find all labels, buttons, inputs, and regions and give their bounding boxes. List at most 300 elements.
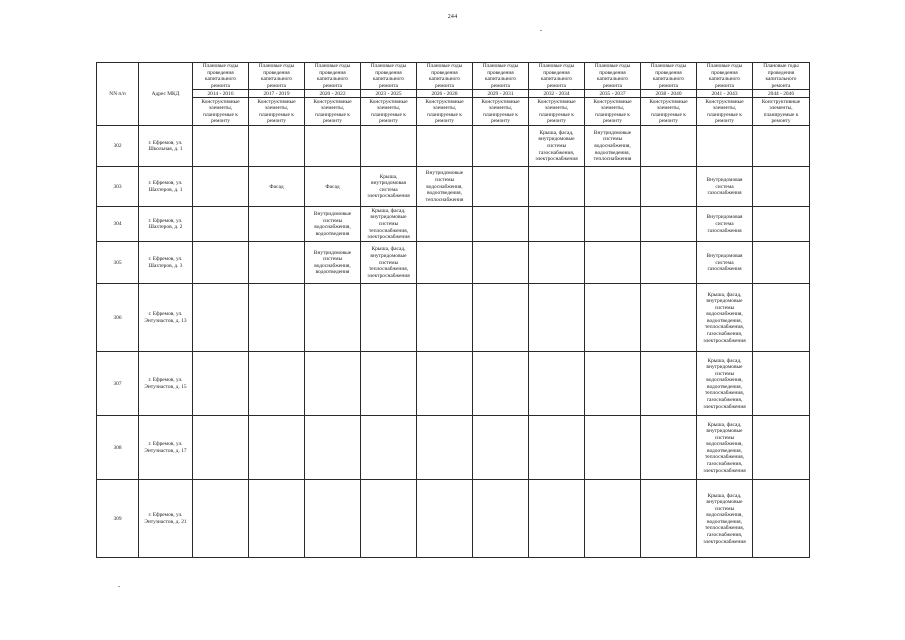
header-period-label (697, 63, 753, 90)
text-line: газоснабжения, (706, 532, 743, 539)
repair-elements-cell (249, 352, 305, 416)
header-period-label (753, 63, 810, 90)
text-line: внутридомовые (706, 298, 743, 305)
header-years: 2035 - 2037 (585, 90, 641, 98)
repair-elements-cell (641, 126, 697, 167)
text-line: Фасад (325, 183, 340, 190)
text-line: Фасад (269, 183, 284, 190)
text-line: планируемые к (371, 111, 406, 118)
text-line: ремонта (771, 82, 791, 89)
repair-elements-cell (697, 167, 753, 207)
row-number: 302 (97, 126, 139, 167)
repair-elements-cell (417, 126, 473, 167)
header-elements-label (361, 98, 417, 126)
header-years: 2032 - 2034 (529, 90, 585, 98)
repair-elements-cell (361, 242, 417, 284)
text-line: ремонта (211, 82, 230, 89)
text-line: система (715, 259, 734, 266)
text-line: планируемые к (259, 111, 294, 118)
repair-elements-cell (473, 352, 529, 416)
text-line: внутридомовые (706, 499, 743, 506)
text-line: Энтузиастов, д. 17 (144, 447, 187, 454)
text-line: система (379, 186, 398, 193)
header-elements-label (585, 98, 641, 126)
repair-elements-cell (249, 284, 305, 352)
text-line: ремонта (659, 82, 678, 89)
text-line: ремонта (491, 82, 510, 89)
text-line: газоснабжения (707, 190, 742, 197)
text-line: системы (322, 256, 343, 263)
text-line: Плановые годы (594, 63, 631, 69)
repair-elements-cell (697, 284, 753, 352)
text-line: капитального (373, 76, 404, 83)
text-line: Шахтеров, д. 1 (148, 186, 183, 193)
repair-elements-cell (585, 242, 641, 284)
header-elements-label (417, 98, 473, 126)
row-number: 309 (97, 480, 139, 558)
row-number: 304 (97, 207, 139, 242)
repair-elements-cell (585, 284, 641, 352)
text-line: капитального (765, 76, 797, 83)
text-line: г. Ефремов, ул. (148, 217, 183, 224)
repair-elements-cell (753, 207, 810, 242)
text-line: Крыша, фасад, (371, 207, 406, 214)
text-line: водоснабжения, (314, 262, 351, 269)
repair-elements-cell (305, 126, 361, 167)
text-line: капитального (485, 76, 516, 83)
text-line: Конструктивные (313, 98, 352, 105)
text-line: ремонта (603, 82, 622, 89)
text-line: Крыша, фасад, (707, 421, 742, 428)
header-elements-label (697, 98, 753, 126)
text-line: Крыша, фасад, (539, 129, 574, 136)
repair-elements-cell (249, 242, 305, 284)
repair-elements-cell (361, 480, 417, 558)
row-number: 305 (97, 242, 139, 284)
text-line: элементы, (712, 105, 737, 112)
text-line: Энтузиастов, д. 21 (144, 518, 187, 525)
header-period-label (361, 63, 417, 90)
text-line: внутридомовые (370, 214, 407, 221)
text-line: теплоснабжения (425, 196, 464, 203)
repair-elements-cell (697, 242, 753, 284)
text-line: Шахтеров, д. 3 (148, 262, 183, 269)
repair-elements-cell (417, 352, 473, 416)
text-line: капитального (541, 76, 572, 83)
text-line: проведения (431, 69, 458, 76)
repair-elements-cell (473, 242, 529, 284)
text-line: водоотведения, (706, 447, 743, 454)
repair-elements-cell (697, 352, 753, 416)
row-number: 303 (97, 167, 139, 207)
repair-elements-cell (641, 352, 697, 416)
text-line: водоотведения, (706, 383, 743, 390)
repair-elements-cell (529, 352, 585, 416)
header-elements-label (641, 98, 697, 126)
text-line: капитального (597, 76, 628, 83)
text-line: теплоснабжения, (368, 266, 409, 273)
text-line: электроснабжения (703, 467, 746, 474)
row-address (139, 242, 193, 284)
row-address (139, 126, 193, 167)
text-line: капитального (429, 76, 460, 83)
header-elements-label (753, 98, 810, 126)
row-number: 308 (97, 416, 139, 480)
text-line: планируемые к (539, 111, 574, 118)
text-line: газоснабжения, (706, 331, 743, 338)
repair-elements-cell (529, 167, 585, 207)
text-line: Внутридомовые (313, 249, 352, 256)
text-line: ремонта (715, 82, 734, 89)
text-line: элементы, (320, 105, 345, 112)
text-line: ремонту (266, 118, 287, 125)
repair-elements-cell (417, 416, 473, 480)
text-line: внутридомовые (538, 136, 575, 143)
text-line: Конструктивные (761, 98, 801, 105)
text-line: ремонту (602, 118, 623, 125)
text-line: планируемые к (315, 111, 350, 118)
text-line: планируемые к (483, 111, 518, 118)
text-line: Внутридомовая (706, 214, 743, 221)
text-line: система (715, 221, 734, 228)
repair-elements-cell (305, 480, 361, 558)
text-line: Плановые годы (763, 63, 799, 69)
text-line: планируемые к (763, 111, 799, 118)
header-years: 2044 - 2046 (753, 90, 810, 98)
header-row-years (97, 90, 810, 98)
repair-elements-cell (529, 416, 585, 480)
table-row (97, 126, 810, 167)
repair-elements-cell (193, 416, 249, 480)
text-line: водоотведения, (706, 518, 743, 525)
text-line: водоснабжения, (426, 183, 463, 190)
text-line: г. Ефремов, ул. (148, 180, 183, 187)
header-period-label (305, 63, 361, 90)
text-line: электроснабжения (367, 234, 410, 241)
scan-mark (118, 586, 120, 587)
text-line: Конструктивные (481, 98, 520, 105)
text-line: Внутридомовые (593, 129, 632, 136)
row-address (139, 284, 193, 352)
text-line: водоотведения (315, 230, 350, 237)
text-line: Плановые годы (706, 63, 743, 69)
repair-elements-cell (361, 284, 417, 352)
text-line: Конструктивные (649, 98, 688, 105)
text-line: водоотведения (315, 269, 350, 276)
text-line: Крыша, (379, 173, 398, 180)
repair-elements-cell (193, 352, 249, 416)
repair-elements-cell (417, 207, 473, 242)
repair-elements-cell (193, 126, 249, 167)
header-period-label (585, 63, 641, 90)
header-row-elements (97, 98, 810, 126)
repair-elements-cell (641, 416, 697, 480)
text-line: проведения (319, 69, 346, 76)
text-line: проведения (487, 69, 514, 76)
text-line: электроснабжения (703, 337, 746, 344)
header-years: 2029 - 2031 (473, 90, 529, 98)
text-line: элементы, (376, 105, 401, 112)
repair-elements-cell (473, 284, 529, 352)
repair-elements-cell (305, 352, 361, 416)
text-line: Плановые годы (202, 63, 239, 69)
table-row (97, 284, 810, 352)
header-elements-label (193, 98, 249, 126)
header-years: 2017 - 2019 (249, 90, 305, 98)
text-line: системы (434, 176, 455, 183)
table-row (97, 416, 810, 480)
text-line: Конструктивные (201, 98, 240, 105)
text-line: капитального (205, 76, 236, 83)
repair-elements-cell (697, 416, 753, 480)
text-line: г. Ефремов, ул. (148, 139, 183, 146)
text-line: ремонту (771, 118, 791, 125)
header-period-label (529, 63, 585, 90)
text-line: ремонта (435, 82, 454, 89)
text-line: Плановые годы (370, 63, 407, 69)
repair-elements-cell (305, 284, 361, 352)
text-line: ремонту (210, 118, 231, 125)
repair-elements-cell (641, 167, 697, 207)
repair-elements-cell (585, 207, 641, 242)
text-line: водоснабжения, (706, 311, 743, 318)
text-line: Энтузиастов, д. 13 (144, 317, 187, 324)
repair-elements-cell (193, 207, 249, 242)
repair-elements-cell (249, 416, 305, 480)
text-line: Конструктивные (369, 98, 408, 105)
text-line: Школьная, д. 1 (148, 146, 183, 153)
text-line: ремонта (379, 82, 398, 89)
repair-elements-cell (361, 207, 417, 242)
repair-elements-cell (473, 126, 529, 167)
text-line: электроснабжения (535, 156, 578, 163)
row-address (139, 416, 193, 480)
text-line: теплоснабжения, (704, 454, 745, 461)
text-line: планируемые к (595, 111, 630, 118)
text-line: ремонту (714, 118, 735, 125)
text-line: элементы, (544, 105, 569, 112)
row-number: 306 (97, 284, 139, 352)
text-line: внутридомовые (706, 364, 743, 371)
text-line: элементы, (432, 105, 457, 112)
repair-elements-cell (417, 242, 473, 284)
text-line: ремонту (434, 118, 455, 125)
row-number: 307 (97, 352, 139, 416)
text-line: водоотведения, (706, 317, 743, 324)
repair-elements-cell (753, 416, 810, 480)
text-line: системы (546, 143, 567, 150)
header-elements-label (529, 98, 585, 126)
text-line: г. Ефремов, ул. (148, 377, 183, 384)
text-line: водоснабжения, (314, 224, 351, 231)
text-line: теплоснабжения (593, 156, 632, 163)
repair-elements-cell (249, 126, 305, 167)
text-line: планируемые к (427, 111, 462, 118)
repair-elements-cell (193, 242, 249, 284)
repair-elements-cell (641, 480, 697, 558)
table-row (97, 480, 810, 558)
text-line: проведения (767, 69, 795, 76)
repair-elements-cell (249, 207, 305, 242)
header-address: Адрес МКД (139, 63, 193, 126)
text-line: электроснабжения (367, 272, 410, 279)
repair-elements-cell (361, 167, 417, 207)
repair-elements-cell (249, 480, 305, 558)
text-line: ремонту (322, 118, 343, 125)
text-line: ремонту (658, 118, 679, 125)
repair-elements-cell (585, 416, 641, 480)
text-line: элементы, (656, 105, 681, 112)
header-elements-label (473, 98, 529, 126)
text-line: ремонту (490, 118, 511, 125)
text-line: Плановые годы (482, 63, 519, 69)
repair-elements-cell (417, 284, 473, 352)
table-row (97, 167, 810, 207)
repair-elements-cell (753, 242, 810, 284)
header-elements-label (249, 98, 305, 126)
text-line: электроснабжения (703, 538, 746, 545)
text-line: планируемые к (707, 111, 742, 118)
text-line: теплоснабжения, (704, 324, 745, 331)
text-line: проведения (207, 69, 234, 76)
text-line: газоснабжения (707, 266, 742, 273)
repair-elements-cell (697, 126, 753, 167)
text-line: газоснабжения (707, 227, 742, 234)
repair-elements-cell (529, 284, 585, 352)
row-address (139, 352, 193, 416)
repair-elements-cell (417, 167, 473, 207)
text-line: Энтузиастов, д. 15 (144, 383, 187, 390)
header-period-label (473, 63, 529, 90)
text-line: водоснабжения, (706, 441, 743, 448)
repair-elements-cell (417, 480, 473, 558)
repair-elements-cell (305, 167, 361, 207)
text-line: Плановые годы (650, 63, 687, 69)
text-line: Конструктивные (593, 98, 632, 105)
text-line: проведения (711, 69, 738, 76)
text-line: элементы, (488, 105, 513, 112)
repair-elements-cell (193, 284, 249, 352)
text-line: Внутридомовая (706, 176, 743, 183)
repair-elements-cell (529, 242, 585, 284)
text-line: внутридомовая (371, 180, 406, 187)
text-line: Плановые годы (314, 63, 351, 69)
text-line: водоснабжения, (594, 143, 631, 150)
repair-elements-cell (473, 167, 529, 207)
text-line: системы (714, 370, 735, 377)
text-line: элементы, (264, 105, 289, 112)
text-line: ремонту (546, 118, 567, 125)
text-line: капитального (709, 76, 740, 83)
table-row (97, 352, 810, 416)
repair-elements-cell (753, 352, 810, 416)
text-line: Плановые годы (538, 63, 575, 69)
header-elements-label (305, 98, 361, 126)
text-line: капитального (317, 76, 348, 83)
text-line: Конструктивные (537, 98, 576, 105)
repair-elements-cell (753, 126, 810, 167)
row-address (139, 480, 193, 558)
repair-elements-cell (753, 480, 810, 558)
text-line: водоотведения, (594, 149, 631, 156)
text-line: ремонту (378, 118, 399, 125)
text-line: система (715, 183, 734, 190)
repair-elements-cell (305, 416, 361, 480)
header-years: 2014 - 2016 (193, 90, 249, 98)
row-address (139, 167, 193, 207)
header-years: 2020 - 2022 (305, 90, 361, 98)
text-line: проведения (375, 69, 402, 76)
text-line: Конструктивные (425, 98, 464, 105)
header-row-periods (97, 63, 810, 90)
text-line: проведения (599, 69, 626, 76)
text-line: Конструктивные (705, 98, 744, 105)
text-line: элементы, (769, 105, 793, 112)
text-line: капитального (653, 76, 684, 83)
header-years: 2026 - 2028 (417, 90, 473, 98)
repair-elements-cell (529, 480, 585, 558)
repair-elements-cell (249, 167, 305, 207)
text-line: г. Ефремов, ул. (148, 311, 183, 318)
repair-elements-cell (361, 352, 417, 416)
text-line: Крыша, фасад, (371, 246, 406, 253)
header-period-label (249, 63, 305, 90)
repair-elements-cell (305, 242, 361, 284)
text-line: проведения (263, 69, 290, 76)
text-line: системы (602, 136, 623, 143)
text-line: теплоснабжения, (704, 390, 745, 397)
header-period-label (193, 63, 249, 90)
header-period-label (641, 63, 697, 90)
header-years: 2041 - 2043 (697, 90, 753, 98)
repair-elements-cell (753, 167, 810, 207)
text-line: Плановые годы (426, 63, 463, 69)
repair-elements-cell (697, 480, 753, 558)
text-line: Крыша, фасад, (707, 492, 742, 499)
text-line: системы (714, 304, 735, 311)
text-line: г. Ефремов, ул. (148, 512, 183, 519)
repair-elements-cell (641, 207, 697, 242)
text-line: газоснабжения, (706, 461, 743, 468)
text-line: ремонта (547, 82, 566, 89)
text-line: внутридомовые (370, 252, 407, 259)
header-num: NN п/п (97, 63, 139, 126)
text-line: г. Ефремов, ул. (148, 441, 183, 448)
text-line: элементы, (600, 105, 625, 112)
page-number: 244 (447, 14, 458, 20)
repair-elements-cell (697, 207, 753, 242)
text-line: планируемые к (203, 111, 238, 118)
repair-elements-cell (641, 284, 697, 352)
text-line: Плановые годы (258, 63, 295, 69)
text-line: ремонта (323, 82, 342, 89)
text-line: Внутридомовые (425, 170, 464, 177)
repair-elements-cell (753, 284, 810, 352)
repair-elements-cell (473, 480, 529, 558)
header-years: 2038 - 2040 (641, 90, 697, 98)
text-line: г. Ефремов, ул. (148, 256, 183, 263)
repair-elements-cell (305, 207, 361, 242)
repair-elements-cell (641, 242, 697, 284)
text-line: внутридомовые (706, 428, 743, 435)
table-row (97, 242, 810, 284)
text-line: системы (714, 434, 735, 441)
text-line: водоснабжения, (706, 377, 743, 384)
repair-elements-cell (473, 207, 529, 242)
repair-elements-cell (585, 480, 641, 558)
text-line: электроснабжения (703, 403, 746, 410)
text-line: водоотведения, (426, 190, 463, 197)
